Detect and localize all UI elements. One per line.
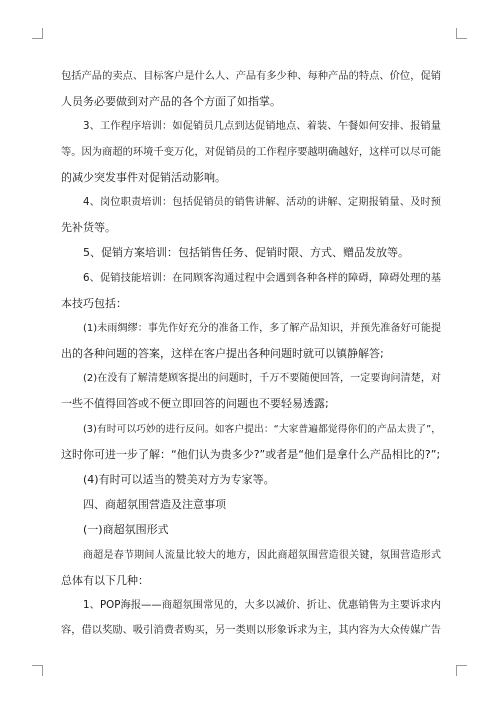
text-line: 容，借以奖励、吸引消费者购买，另一类则以形象诉求为主，其内容为大众传媒广告 [61,624,441,637]
text-line: 6、促销技能培训：在同顾客沟通过程中会遇到各种各样的障碍，障碍处理的基 [83,271,441,284]
crop-mark-bottom-left [32,665,43,676]
text-line: (1)未雨绸缪：事先作好充分的准备工作，多了解产品知识，并预先准备好可能提 [83,322,441,334]
text-line: 一些不值得回答或不便立即回答的问题也不要轻易透露; [61,397,329,411]
text-line: (4)有时可以适当的赞美对方为专家等。 [83,473,275,486]
text-line: 总体有以下几种： [61,573,149,587]
body-text [61,64,441,643]
text-line: 1、POP海报——商超氛围常见的，大多以减价、折让、优惠销售为主要诉求内 [83,598,441,611]
text-line: 的减少突发事件对促销活动影响。 [61,170,226,184]
text-line: 包括产品的卖点、目标客户是什么人、产品有多少种、每种产品的特点、价位，促销 [61,70,441,82]
text-line: 4、岗位职责培训：包括促销员的销售讲解、活动的讲解、定期报销量、及时预 [83,195,441,208]
text-line: 先补货等。 [61,221,116,235]
text-line: 商超是春节期间人流量比较大的地方，因此商超氛围营造很关键，氛围营造形式 [83,549,441,561]
crop-mark-top-left [32,28,43,39]
text-line: 出的各种问题的答案，这样在客户提出各种问题时就可以镇静解答; [61,347,384,361]
text-line: 5、促销方案培训：包括销售任务、促销时限、方式、赠品发放等。 [83,246,409,260]
text-line: 3、工作程序培训：如促销员几点到达促销地点、着装、午餐如何安排、报销量 [83,120,441,133]
crop-mark-top-right [456,28,467,39]
text-line: 人员务必要做到对产品的各个方面了如指掌。 [61,95,281,109]
text-line: 等。因为商超的环境千变万化，对促销员的工作程序要越明确越好，这样可以尽可能 [61,145,441,158]
section-heading: 四、商超氛围营造及注意事项 [83,498,226,512]
text-line: (2)在没有了解清楚顾客提出的问题时，千万不要随便回答，一定要询问清楚，对 [83,373,441,385]
text-line: 本技巧包括： [61,296,127,310]
crop-mark-bottom-right [456,665,467,676]
text-line: 这时你可进一步了解：“他们认为贵多少?”或者是“他们是拿什么产品相比的?”; [61,447,441,461]
text-line: (3)有时可以巧妙的进行反问。如客户提出：“大家普遍都觉得你们的产品太贵了”， [83,423,441,435]
subsection-heading: (一)商超氛围形式 [83,523,169,537]
